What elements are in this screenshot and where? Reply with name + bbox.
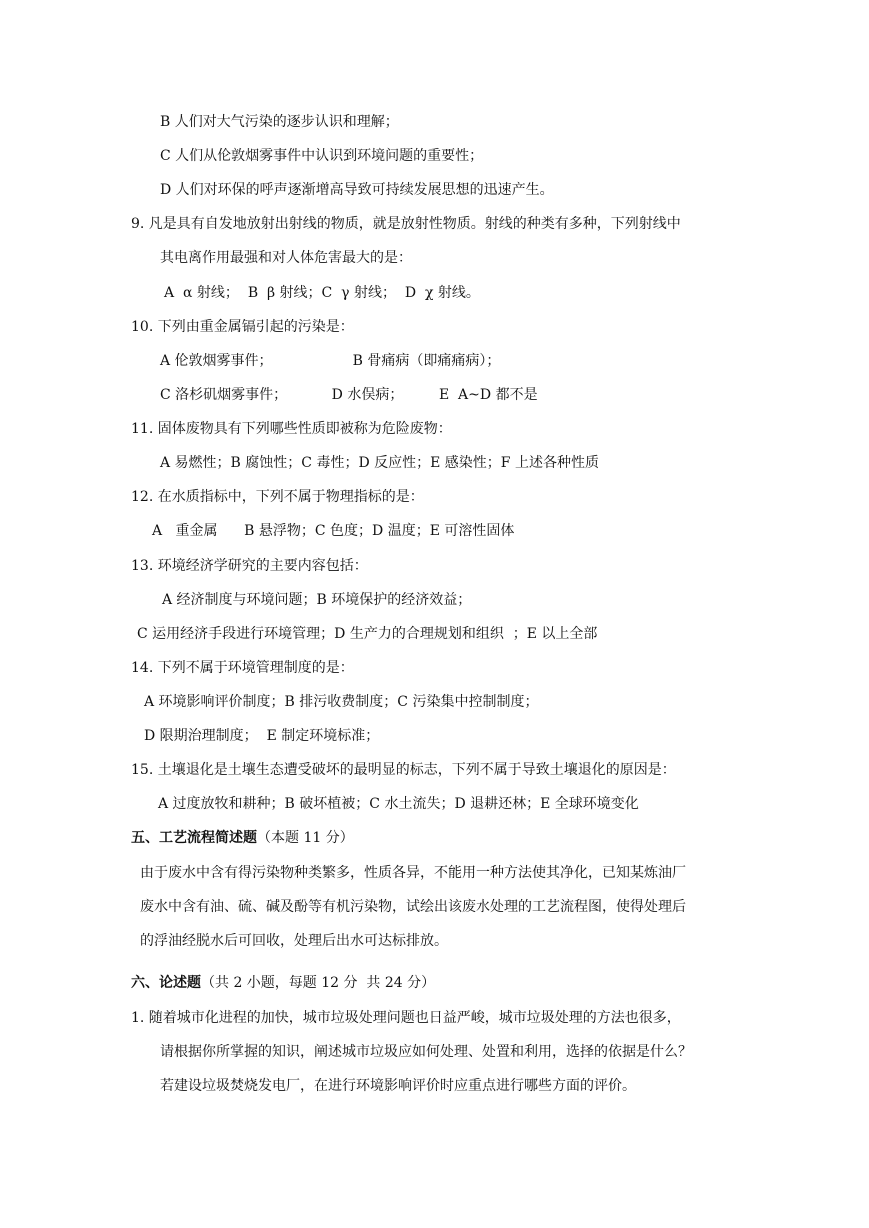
question-12-options: A 重金属 B 悬浮物；C 色度；D 温度；E 可溶性固体: [152, 523, 515, 539]
question-15-options: A 过度放牧和耕种；B 破坏植被；C 水土流失；D 退耕还林；E 全球环境变化: [158, 796, 639, 812]
section-5-title: 五、工艺流程简述题: [131, 830, 257, 846]
question-8-option-d: D 人们对环保的呼声逐渐增高导致可持续发展思想的迅速产生。: [160, 182, 554, 198]
section-5-heading: [131, 828, 354, 848]
question-11-options: A 易燃性；B 腐蚀性；C 毒性；D 反应性；E 感染性；F 上述各种性质: [160, 455, 599, 471]
question-9-options: A α 射线； B β 射线；C γ 射线； D χ 射线。: [164, 285, 480, 301]
question-8-option-b: B 人们对大气污染的逐步认识和理解；: [160, 114, 399, 130]
question-13-options-cde: C 运用经济手段进行环境管理；D 生产力的合理规划和组织 ；E 以上全部: [137, 626, 598, 642]
question-10-options-cde: C 洛杉矶烟雾事件； D 水俣病； E A~D 都不是: [160, 387, 538, 403]
section-5-body-line-3: 的浮油经脱水后可回收，处理后出水可达标排放。: [140, 933, 448, 949]
question-14-text: 14. 下列不属于环境管理制度的是：: [131, 660, 354, 676]
question-15-text: 15. 土壤退化是土壤生态遭受破坏的最明显的标志，下列不属于导致土壤退化的原因是：: [131, 762, 676, 778]
essay-question-1-line-2: 请根据你所掌握的知识，阐述城市垃圾应如何处理、处置和利用，选择的依据是什么？: [160, 1044, 692, 1060]
question-14-options-de: D 限期治理制度； E 制定环境标准；: [144, 728, 380, 744]
essay-question-1-line-1: 1. 随着城市化进程的加快，城市垃圾处理问题也日益严峻，城市垃圾处理的方法也很多，: [131, 1010, 681, 1026]
question-14-options-abc: A 环境影响评价制度；B 排污收费制度；C 污染集中控制制度；: [144, 694, 539, 710]
question-8-option-c: C 人们从伦敦烟雾事件中认识到环境问题的重要性；: [160, 148, 484, 164]
section-6-title: 六、论述题: [131, 975, 201, 991]
question-13-options-ab: A 经济制度与环境问题；B 环境保护的经济效益；: [162, 592, 472, 608]
question-11-text: 11. 固体废物具有下列哪些性质即被称为危险废物：: [131, 421, 452, 437]
question-13-text: 13. 环境经济学研究的主要内容包括：: [131, 558, 368, 574]
section-6-score-note: （共 2 小题，每题 12 分 共 24 分）: [201, 975, 436, 991]
question-10-text: 10. 下列由重金属镉引起的污染是：: [131, 319, 354, 335]
question-12-text: 12. 在水质指标中，下列不属于物理指标的是：: [131, 489, 424, 505]
question-9-text-cont: 其电离作用最强和对人体危害最大的是：: [160, 250, 412, 266]
section-5-body-line-2: 废水中含有油、硫、碱及酚等有机污染物，试绘出该废水处理的工艺流程图，使得处理后: [140, 899, 686, 915]
section-5-body-line-1: 由于废水中含有得污染物种类繁多，性质各异，不能用一种方法使其净化，已知某炼油厂: [140, 865, 686, 881]
question-10-options-ab: A 伦敦烟雾事件； B 骨痛病（即痛痛病）；: [160, 353, 501, 369]
essay-question-1-line-3: 若建设垃圾焚烧发电厂，在进行环境影响评价时应重点进行哪些方面的评价。: [160, 1078, 636, 1094]
section-5-score-note: （本题 11 分）: [257, 830, 354, 846]
question-9-text: 9. 凡是具有自发地放射出射线的物质，就是放射性物质。射线的种类有多种，下列射线中: [131, 216, 681, 232]
section-6-heading: [131, 973, 435, 993]
